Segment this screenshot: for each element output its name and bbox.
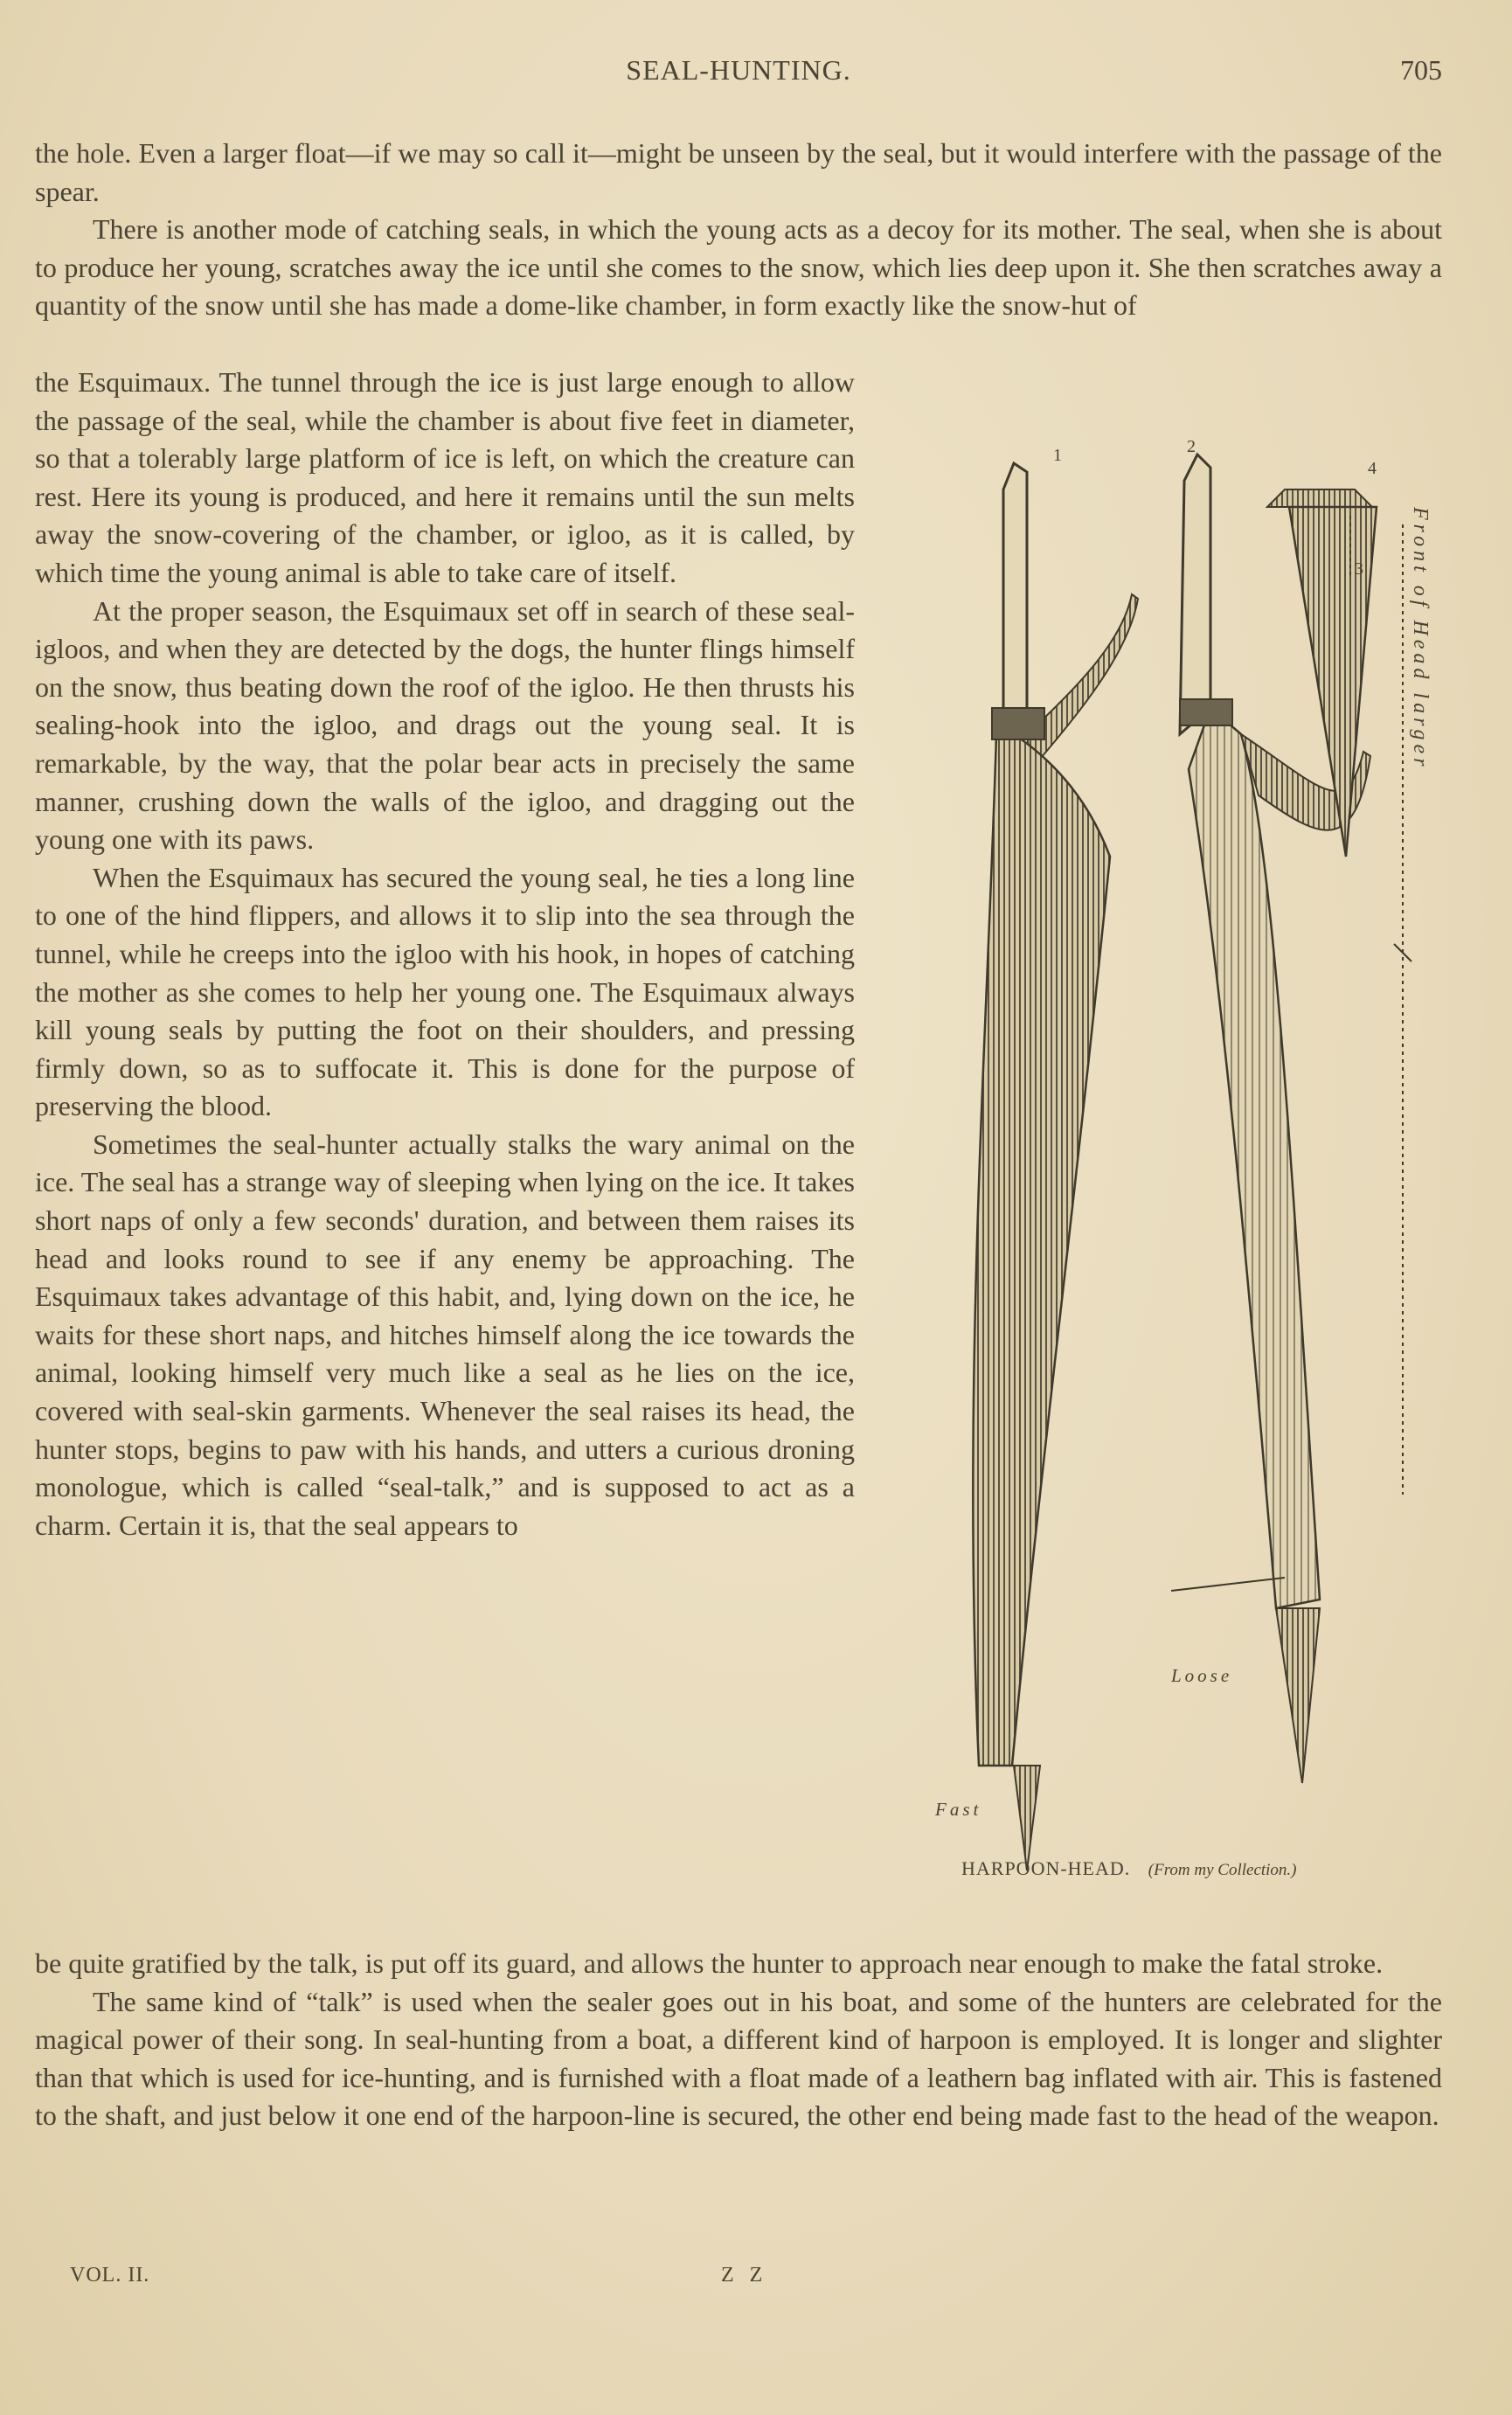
harpoon-head-fast [973,463,1138,1870]
figure-fast-label: Fast [935,1799,982,1820]
caption-source: (From my Collection.) [1148,1861,1297,1879]
page-footer [70,2264,857,2287]
figure-label-4: 4 [1368,459,1377,478]
figure-label-1: 1 [1053,446,1062,465]
figure-label-3: 3 [1355,559,1363,579]
paragraph: Sometimes the seal-hunter actually stalks the wary animal on the ice. The seal has a strange way of sleeping when lying on the ice. It takes short naps of only a few seconds' duration, and between them raises its head and looks round to see if any enemy be approaching. The Esquimaux takes advantage of this habit, and, lying down on the ice, he waits for these short naps, and hitches himself along the ice towards the animal, looking himself very much like a seal as he lies on the ice, covered with seal-skin garments. Whenever the seal raises its head, the hunter stops, begins to paw with his hands, and utters a curious droning monologue, which is called “seal-talk,” and is supposed to act as a charm. Certain it is, that the seal appears to [35,1128,855,1541]
top-text-block [35,135,1442,325]
volume-label: VOL. II. [70,2264,150,2287]
paragraph: When the Esquimaux has secured the young seal, he ties a long line to one of the hind flippers, and allows it to slip into the sea through the tunnel, while he creeps into the igloo with his hook, in hopes of catching the mother as she comes to help her young one. The Esquimaux always kill young seals by putting the foot on their shoulders, and pressing firmly down, so as to suffocate it. This is done for the purpose of preserving the blood. [35,861,855,1122]
paragraph: the Esquimaux. The tunnel through the ice is just large enough to allow the passage of the seal, while the chamber is about five feet in diameter, so that a tolerably large platform of ice is left, on which the creature can rest. Here its young is produced, and here it remains until the sun melts away the snow-covering of the chamber, or igloo, as it is called, by which time the young animal is able to take care of itself. [35,366,855,588]
caption-title: HARPOON-HEAD. [961,1857,1131,1879]
left-column-text [35,364,855,1544]
signature-mark: Z Z [721,2264,768,2287]
running-head: SEAL-HUNTING. [626,54,851,86]
paragraph: At the proper season, the Esquimaux set off in search of these seal-igloos, and when they are detected by the dogs, the hunter flings himself on the snow, thus beating down the roof of the igloo. He then thrusts his sealing-hook into the igloo, and drags out the young seal. It is remarkable, by the way, that the polar bear acts in precisely the same manner, crushing down the walls of the igloo, and dragging out the young one with its paws. [35,594,855,856]
page-number: 705 [1400,54,1442,86]
paragraph: the hole. Even a larger float—if we may so call it—might be unseen by the seal, but it would interfere with the passage of the spear. [35,137,1442,207]
page-header [35,54,1442,98]
figure-loose-label: Loose [1171,1665,1233,1686]
paragraph: The same kind of “talk” is used when the sealer goes out in his boat, and some of the hunters are celebrated for the magical power of their song. In seal-hunting from a boat, a different kind of harpoon is employed. It is longer and slighter than that which is used for ice-hunting, and is furnished with a float made of a leathern bag inflated with air. This is fastened to the shaft, and just below it one end of the harpoon-line is secured, the other end being made fast to the head of the weapon. [35,1985,1442,2132]
figure-caption [961,1857,1297,1880]
figure-label-2: 2 [1187,437,1196,456]
paragraph: There is another mode of catching seals, in which the young acts as a decoy for its mother. The seal, when she is about to produce her young, scratches away the ice until she comes to the snow, which lies deep upon it. She then scratches away a quantity of the snow until she has made a dome-like chamber, in form exactly like the snow-hut of [35,213,1442,322]
harpoon-head-figure [909,420,1451,1923]
bottom-text-block [35,1945,1442,2135]
figure-side-label: Front of Head larger [1409,507,1432,771]
paragraph: be quite gratified by the talk, is put off its guard, and allows the hunter to approach near enough to make the fatal stroke. [35,1947,1384,1979]
harpoon-illustration [909,420,1451,1923]
